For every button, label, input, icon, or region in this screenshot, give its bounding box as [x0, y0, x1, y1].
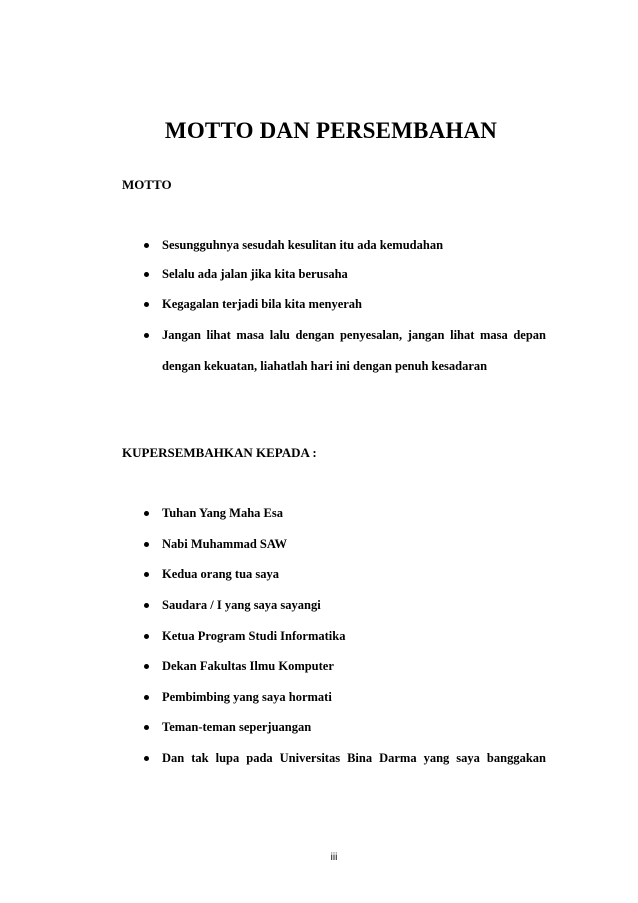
- motto-item-text: Kegagalan terjadi bila kita menyerah: [162, 297, 362, 311]
- motto-item-text: Jangan lihat masa lalu dengan penyesalan, jangan lihat masa depan: [162, 328, 546, 342]
- bullet-icon: [144, 664, 149, 669]
- bullet-icon: [144, 542, 149, 547]
- motto-item-continuation: dengan kekuatan, liahatlah hari ini dengan penuh kesadaran: [162, 359, 488, 373]
- bullet-icon: [144, 756, 149, 761]
- bullet-icon: [144, 272, 149, 277]
- dedication-item-text: Tuhan Yang Maha Esa: [162, 506, 284, 520]
- motto-item-text: Selalu ada jalan jika kita berusaha: [162, 267, 348, 281]
- bullet-icon: [144, 725, 149, 730]
- bullet-icon: [144, 333, 149, 338]
- bullet-icon: [144, 511, 149, 516]
- page-number: iii: [330, 852, 338, 863]
- motto-heading: MOTTO: [122, 177, 172, 192]
- dedication-item-text: Teman-teman seperjuangan: [162, 720, 312, 734]
- bullet-icon: [144, 243, 149, 248]
- dedication-item-text: Dan tak lupa pada Universitas Bina Darma yang saya banggakan: [162, 751, 546, 765]
- dedication-item-text: Saudara / I yang saya sayangi: [162, 598, 321, 612]
- dedication-item-text: Dekan Fakultas Ilmu Komputer: [162, 659, 334, 673]
- bullet-icon: [144, 603, 149, 608]
- dedication-heading: KUPERSEMBAHKAN KEPADA :: [122, 445, 317, 460]
- bullet-icon: [144, 302, 149, 307]
- dedication-item-text: Pembimbing yang saya hormati: [162, 690, 332, 704]
- dedication-item-text: Kedua orang tua saya: [162, 567, 280, 581]
- bullet-icon: [144, 634, 149, 639]
- bullet-icon: [144, 572, 149, 577]
- motto-item-text: Sesungguhnya sesudah kesulitan itu ada kemudahan: [162, 238, 444, 252]
- dedication-item-text: Nabi Muhammad SAW: [162, 537, 288, 551]
- bullet-icon: [144, 695, 149, 700]
- page-title: MOTTO DAN PERSEMBAHAN: [164, 118, 498, 143]
- dedication-item-text: Ketua Program Studi Informatika: [162, 629, 346, 643]
